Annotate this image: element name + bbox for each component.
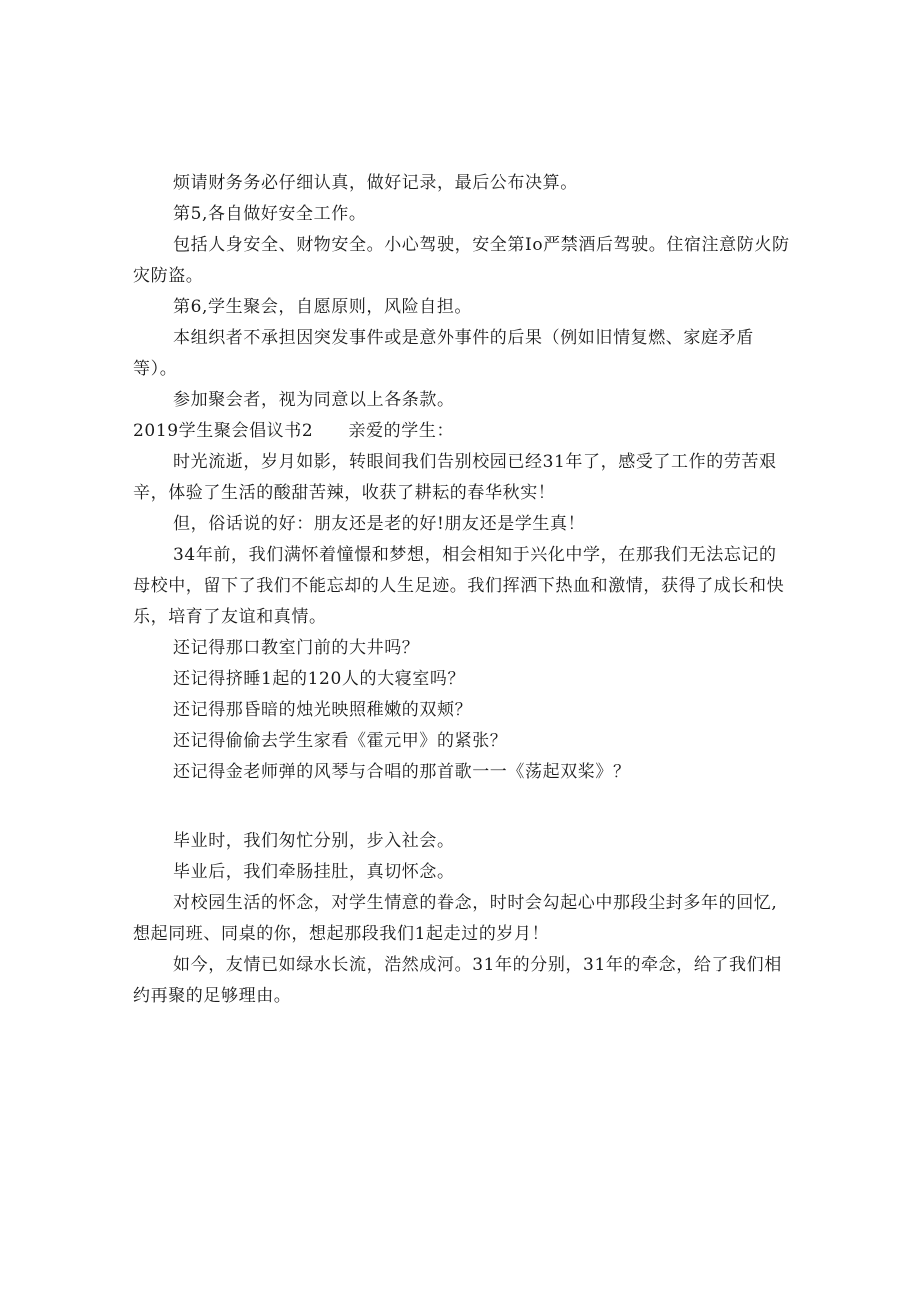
paragraph-remember-well: 还记得那口教室门前的大井吗？ xyxy=(173,638,420,658)
paragraph-friends: 但，俗话说的好：朋友还是老的好!朋友还是学生真！ xyxy=(173,514,586,534)
paragraph-remember-candle: 还记得那昏暗的烛光映照稚嫩的双颊？ xyxy=(173,700,473,720)
section-heading: 2019学生聚会倡议书2 亲爱的学生： xyxy=(133,421,455,441)
paragraph-after-graduation: 毕业后，我们牵肠挂肚，真切怀念。 xyxy=(173,862,455,882)
paragraph-graduation: 毕业时，我们匆忙分别，步入社会。 xyxy=(173,831,455,851)
paragraph-safety-details: 包括人身安全、财物安全。小心驾驶，安全第Io严禁酒后驾驶。住宿注意防火防灾防盗。 xyxy=(133,235,790,286)
paragraph-nostalgia: 对校园生活的怀念，对学生情意的眷念，时时会勾起心中那段尘封多年的回忆,想起同班、同桌的你，想起那段我们1起走过的岁月！ xyxy=(133,893,778,944)
paragraph-34-years-ago: 34年前，我们满怀着憧憬和梦想，相会相知于兴化中学，在那我们无法忘记的母校中，留下了我们不能忘却的人生足迹。我们挥洒下热血和激情，获得了成长和快乐，培育了友谊和真情。 xyxy=(133,545,785,627)
paragraph-remember-tv: 还记得偷偷去学生家看《霍元甲》的紧张？ xyxy=(173,731,508,751)
paragraph-rule-6: 第6,学生聚会，自愿原则，风险自担。 xyxy=(173,297,473,317)
document-body xyxy=(133,168,793,1012)
paragraph-time-passes: 时光流逝，岁月如影，转眼间我们告别校园已经31年了，感受了工作的劳苦艰辛，体验了生活的酸甜苦辣，收获了耕耘的春华秋实！ xyxy=(133,452,777,503)
paragraph-disclaimer: 本组织者不承担因突发事件或是意外事件的后果（例如旧情复燃、家庭矛盾等）。 xyxy=(133,328,754,379)
paragraph-rule-5: 第5,各自做好安全工作。 xyxy=(173,204,367,224)
blank-gap xyxy=(133,788,793,826)
paragraph-remember-song: 还记得金老师弹的风琴与合唱的那首歌一一《荡起双桨》？ xyxy=(173,762,631,782)
paragraph-reunion-reason: 如今，友情已如绿水长流，浩然成河。31年的分别，31年的牵念，给了我们相约再聚的足够理由。 xyxy=(133,955,782,1006)
paragraph-finance-note: 烦请财务务必仔细认真，做好记录，最后公布决算。 xyxy=(173,173,578,193)
paragraph-consent: 参加聚会者，视为同意以上各条款。 xyxy=(173,390,455,410)
paragraph-remember-dorm: 还记得挤睡1起的120人的大寝室吗？ xyxy=(173,669,466,689)
